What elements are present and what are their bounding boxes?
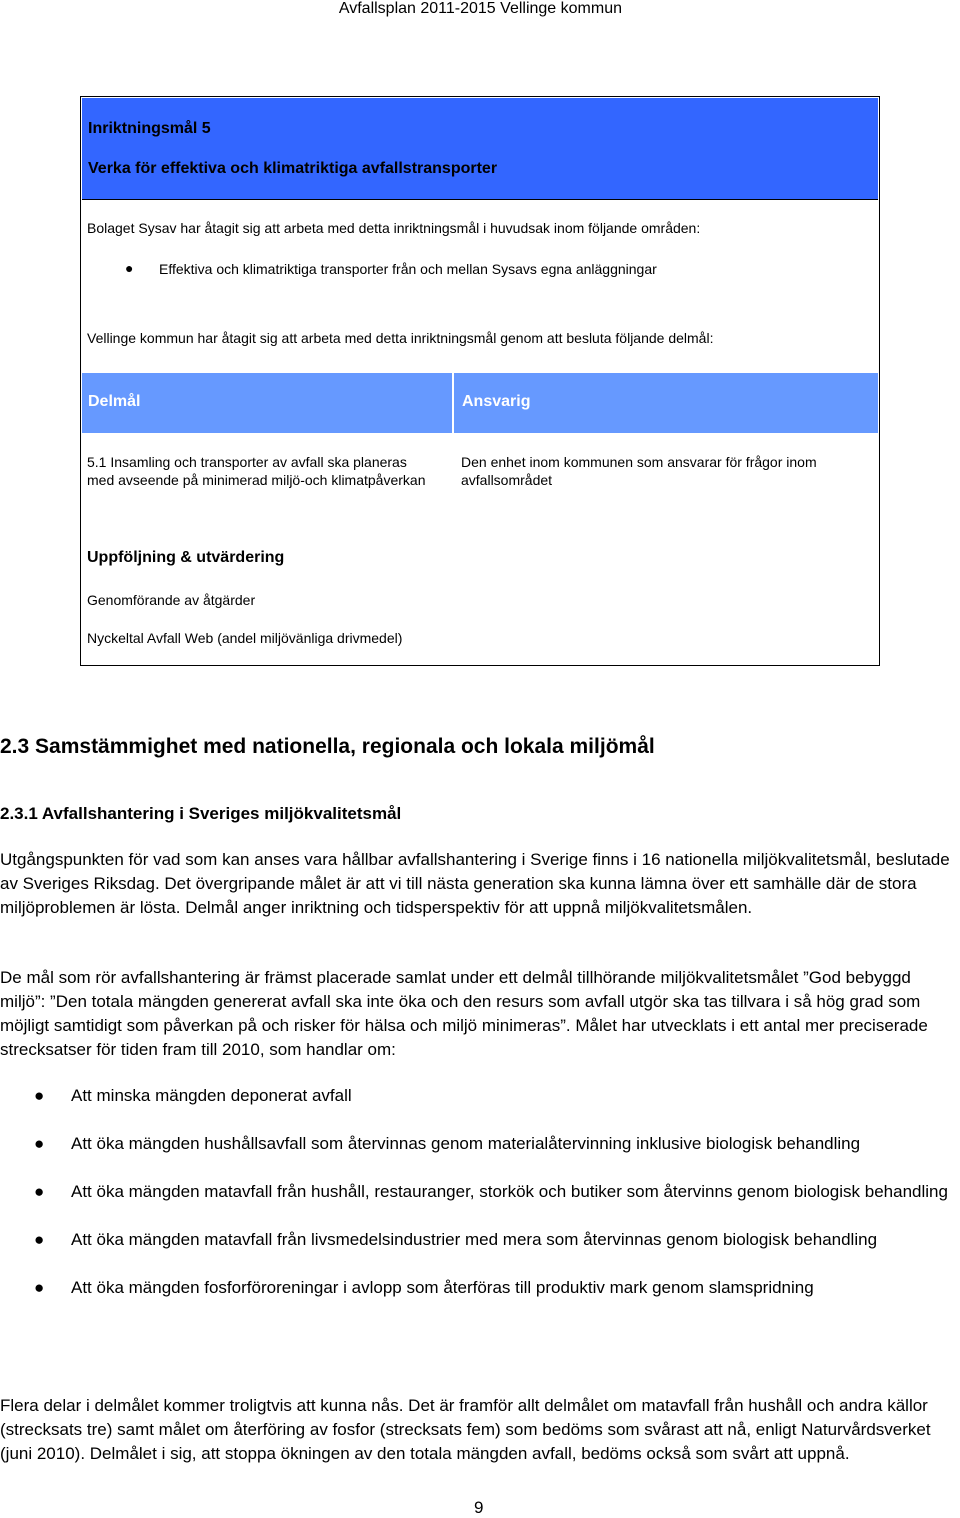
document-header-title: Avfallsplan 2011-2015 Vellinge kommun — [338, 0, 622, 17]
bullet-list — [0, 1084, 960, 1300]
ansvarig-cell: Den enhet inom kommunen som ansvarar för frågor inom avfallsområdet — [461, 454, 817, 488]
bullet-icon: ● — [34, 1230, 45, 1249]
bullet-icon: ● — [125, 260, 134, 276]
paragraph-3: Flera delar i delmålet kommer troligtvis att kunna nås. Det är framför allt delmålet om matavfall från hushåll och andra källor (strecksats tre) samt målet om återföring av fosfor (strecksats fem) som bedöms som svårast att nå, enligt Naturvårdsverket (juni 2010). Delmålet i sig, att stoppa ökningen av den totala mängden avfall, bedöms också som svårt att uppnå. — [0, 1396, 931, 1463]
column-divider — [452, 373, 454, 433]
delmal-table-header — [82, 373, 878, 433]
section-heading: 2.3 Samstämmighet med nationella, regionala och lokala miljömål — [0, 735, 655, 758]
goal-box-header — [82, 98, 878, 200]
page-number: 9 — [474, 1498, 484, 1517]
vellinge-intro: Vellinge kommun har åtagit sig att arbeta med detta inriktningsmål genom att besluta följande delmål: — [87, 330, 714, 346]
sysav-intro: Bolaget Sysav har åtagit sig att arbeta med detta inriktningsmål i huvudsak inom följande områden: — [87, 220, 701, 236]
followup-item: Nyckeltal Avfall Web (andel miljövänliga drivmedel) — [87, 630, 403, 646]
goal-box — [80, 96, 880, 666]
paragraph-2: De mål som rör avfallshantering är främst placerade samlat under ett delmål tillhörande miljökvalitetsmålet ”God bebyggd miljö”: ”Den totala mängden genererat avfall ska inte öka och den resurs som avfall utgör ska tas tillvara i så hög grad som möjligt samtidigt som påverkan på och risker för hälsa och miljö minimeras”. Målet har utvecklats i ett antal mer preciserade strecksatser för tiden fram till 2010, som handlar om: — [0, 968, 928, 1059]
list-item: ● Att öka mängden fosforföroreningar i avlopp som återföras till produktiv mark genom slamspridning — [0, 1276, 951, 1300]
list-item: ● Att öka mängden matavfall från livsmedelsindustrier med mera som återvinnas genom biologisk behandling — [0, 1228, 951, 1252]
followup-heading: Uppföljning & utvärdering — [87, 549, 285, 566]
subsection-heading: 2.3.1 Avfallshantering i Sveriges miljökvalitetsmål — [0, 804, 402, 823]
bullet-icon: ● — [34, 1134, 45, 1153]
delmal-cell: 5.1 Insamling och transporter av avfall ska planeras med avseende på minimerad miljö-och klimatpåverkan — [87, 454, 426, 488]
paragraph-1: Utgångspunkten för vad som kan anses vara hållbar avfallshantering i Sverige finns i 16 nationella miljökvalitetsmål, beslutade av Sveriges Riksdag. Det övergripande målet är att vi till nästa generation ska kunna lämna över ett samhälle där de stora miljöproblemen är lösta. Delmål anger inriktning och tidsperspektiv för att uppnå miljökvalitetsmålen. — [0, 850, 950, 917]
bullet-icon: ● — [34, 1182, 45, 1201]
bullet-icon: ● — [34, 1086, 45, 1105]
list-item: ● Att öka mängden matavfall från hushåll, restauranger, storkök och butiker som återvinns genom biologisk behandling — [0, 1180, 951, 1204]
col-delmal: Delmål — [88, 393, 141, 410]
goal-title: Verka för effektiva och klimatriktiga avfallstransporter — [88, 160, 498, 177]
list-item: ● Att öka mängden hushållsavfall som återvinnas genom materialåtervinning inklusive biologisk behandling — [0, 1132, 951, 1156]
goal-number: Inriktningsmål 5 — [88, 120, 211, 137]
followup-item: Genomförande av åtgärder — [87, 592, 256, 608]
col-ansvarig: Ansvarig — [462, 393, 531, 410]
list-item: ● Att minska mängden deponerat avfall — [0, 1084, 951, 1108]
bullet-icon: ● — [34, 1278, 45, 1297]
sysav-bullet: Effektiva och klimatriktiga transporter från och mellan Sysavs egna anläggningar — [159, 261, 657, 277]
